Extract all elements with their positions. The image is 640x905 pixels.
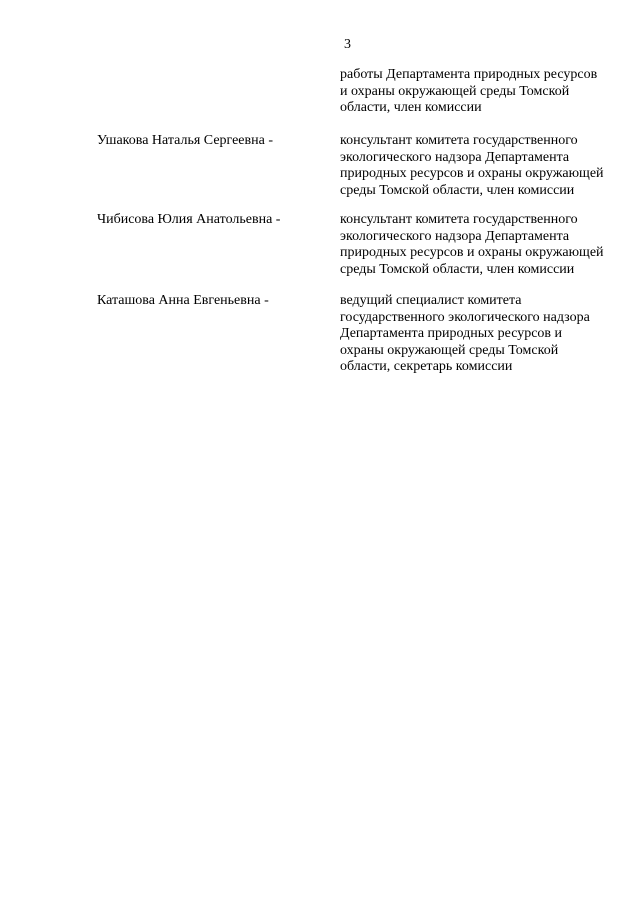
role-line: природных ресурсов и охраны окружающей xyxy=(340,166,604,181)
role-line: и охраны окружающей среды Томской xyxy=(340,83,570,99)
role-line: экологического надзора Департамента xyxy=(340,228,570,244)
continued-role-text xyxy=(340,67,620,117)
page-number: 3 xyxy=(344,37,351,52)
member-role xyxy=(340,212,620,278)
member-role xyxy=(340,293,620,376)
role-line: Департамента природных ресурсов и xyxy=(340,326,563,341)
role-line: природных ресурсов и охраны окружающей xyxy=(340,245,604,260)
member-name: Чибисова Юлия Анатольевна - xyxy=(97,212,281,227)
member-name: Ушакова Наталья Сергеевна - xyxy=(97,133,273,148)
role-line: среды Томской области, член комиссии xyxy=(340,182,575,198)
role-line: экологического надзора Департамента xyxy=(340,149,570,165)
role-line: государственного экологического надзора xyxy=(340,309,590,325)
role-line: работы Департамента природных ресурсов xyxy=(340,67,598,82)
role-line: охраны окружающей среды Томской xyxy=(340,342,559,358)
member-name: Каташова Анна Евгеньевна - xyxy=(97,293,269,308)
role-line: области, секретарь комиссии xyxy=(340,359,513,374)
member-role xyxy=(340,133,620,199)
role-line: ведущий специалист комитета xyxy=(340,293,522,308)
role-line: консультант комитета государственного xyxy=(340,212,578,227)
role-line: области, член комиссии xyxy=(340,100,482,115)
role-line: среды Томской области, член комиссии xyxy=(340,261,575,277)
role-line: консультант комитета государственного xyxy=(340,133,578,148)
